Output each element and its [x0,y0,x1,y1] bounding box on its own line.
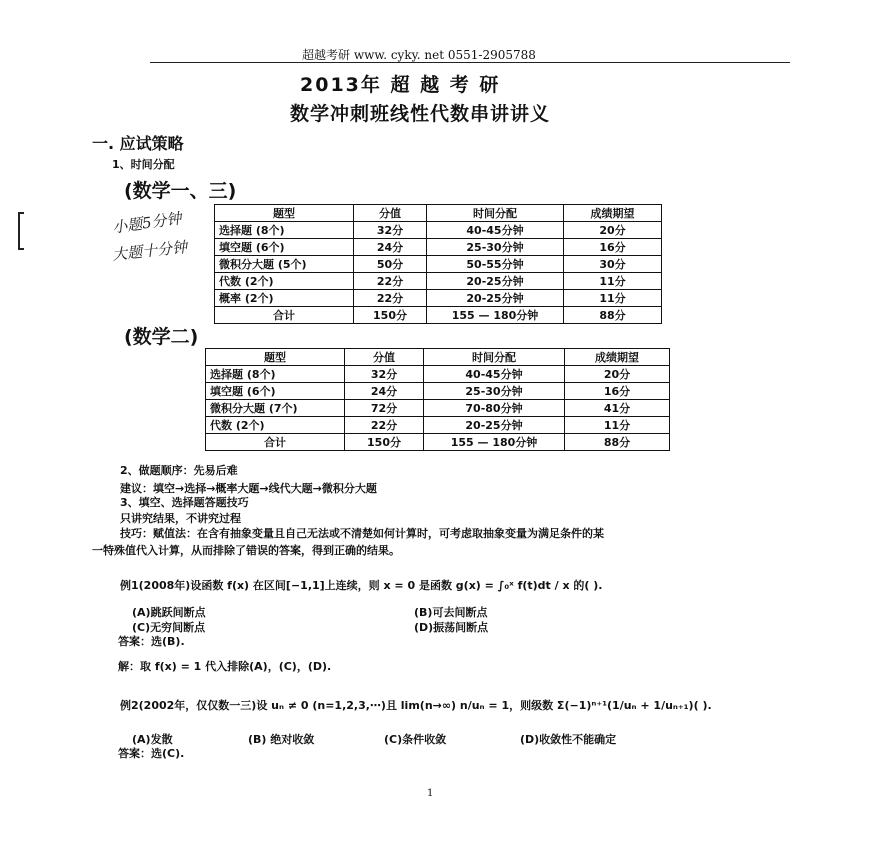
table-cell: 合计 [215,307,354,324]
technique-heading: 3、填空、选择题答题技巧 [120,496,249,509]
technique-text: 技巧：赋值法：在含有抽象变量且自己无法或不清楚如何计算时，可考虑取抽象变量为满足条件的某 [120,527,604,540]
table-cell: 32分 [354,222,427,239]
table-cell: 合计 [206,434,345,451]
table-cell: 填空题 (6个) [206,383,345,400]
table-cell: 24分 [345,383,424,400]
table-total-row [206,434,670,451]
technique-note: 只讲究结果，不讲究过程 [120,512,241,525]
table-row [206,400,670,417]
table-row [215,256,662,273]
example-2-option-b: (B) 绝对收敛 [248,733,315,746]
table-cell: 22分 [345,417,424,434]
table-cell: 32分 [345,366,424,383]
table-row [215,290,662,307]
table-cell: 微积分大题 (7个) [206,400,345,417]
table-cell: 88分 [564,307,662,324]
example-1-stem: 例1(2008年)设函数 f(x) 在区间[−1,1]上连续，则 x = 0 是函数 g(x) = ∫₀ˣ f(t)dt / x 的( ). [120,579,603,592]
table-cell: 50-55分钟 [427,256,564,273]
table-cell: 40-45分钟 [424,366,565,383]
table-row [215,273,662,290]
table-row [206,383,670,400]
table-row [215,222,662,239]
table-cell: 选择题 (8个) [206,366,345,383]
table-cell: 选择题 (8个) [215,222,354,239]
example-1-option-b: (B)可去间断点 [414,606,488,619]
table-cell: 150分 [345,434,424,451]
example-1-answer: 答案：选(B). [118,635,185,648]
table-cell: 20分 [565,366,670,383]
table-cell: 72分 [345,400,424,417]
section-heading: 一. 应试策略 [92,134,184,153]
table-cell: 22分 [354,273,427,290]
column-header: 时间分配 [424,349,565,366]
table-cell: 155 — 180分钟 [424,434,565,451]
table-row [206,417,670,434]
column-header: 成绩期望 [565,349,670,366]
example-1-option-c: (C)无穷间断点 [132,621,206,634]
table-cell: 25-30分钟 [427,239,564,256]
column-header: 分值 [345,349,424,366]
table-cell: 代数 (2个) [206,417,345,434]
table-cell: 30分 [564,256,662,273]
example-2-option-a: (A)发散 [132,733,173,746]
page-header: 超越考研 www. cyky. net 0551-2905788 [302,48,536,62]
table-cell: 微积分大题 (5个) [215,256,354,273]
header-rule [150,62,790,63]
example-2-option-c: (C)条件收敛 [384,733,447,746]
margin-bracket-mark [18,212,24,250]
table-cell: 概率 (2个) [215,290,354,307]
table-cell: 40-45分钟 [427,222,564,239]
example-1-option-d: (D)振荡间断点 [414,621,489,634]
document-title: 2013年 超 越 考 研 [300,74,501,96]
math2-heading: (数学二) [124,326,199,348]
column-header: 成绩期望 [564,205,662,222]
table-cell: 20-25分钟 [427,290,564,307]
table-cell: 22分 [354,290,427,307]
table-header-row [215,205,662,222]
column-header: 时间分配 [427,205,564,222]
math13-table [214,204,662,324]
example-2-answer: 答案：选(C). [118,747,185,760]
table-cell: 填空题 (6个) [215,239,354,256]
table-cell: 155 — 180分钟 [427,307,564,324]
math2-table [205,348,670,451]
handwritten-note: 小题5分钟 [111,209,183,237]
example-2-stem: 例2(2002年，仅仅数一三)设 uₙ ≠ 0 (n=1,2,3,⋯)且 lim(n→∞) n/uₙ = 1，则级数 Σ(−1)ⁿ⁺¹(1/uₙ + 1/uₙ₊₁)( ). [120,699,712,712]
table-row [215,239,662,256]
document-subtitle: 数学冲刺班线性代数串讲讲义 [290,103,551,125]
example-1-option-a: (A)跳跃间断点 [132,606,206,619]
table-cell: 41分 [565,400,670,417]
order-suggestion: 建议：填空→选择→概率大题→线代大题→微积分大题 [120,482,377,495]
subsection-heading: 1、时间分配 [112,158,175,171]
table-cell: 50分 [354,256,427,273]
table-header-row [206,349,670,366]
table-cell: 88分 [565,434,670,451]
column-header: 题型 [206,349,345,366]
table-total-row [215,307,662,324]
order-heading: 2、做题顺序：先易后难 [120,464,238,477]
math13-heading: (数学一、三) [124,180,237,202]
column-header: 分值 [354,205,427,222]
example-2-option-d: (D)收敛性不能确定 [520,733,617,746]
table-cell: 70-80分钟 [424,400,565,417]
table-cell: 20-25分钟 [427,273,564,290]
table-cell: 代数 (2个) [215,273,354,290]
table-cell: 20-25分钟 [424,417,565,434]
table-cell: 11分 [564,290,662,307]
table-row [206,366,670,383]
page-number: 1 [427,788,434,799]
example-1-solution: 解：取 f(x) = 1 代入排除(A)，(C)，(D). [118,660,332,673]
handwritten-note: 大题十分钟 [111,238,188,264]
table-cell: 25-30分钟 [424,383,565,400]
column-header: 题型 [215,205,354,222]
technique-text-continued: 一特殊值代入计算，从而排除了错误的答案，得到正确的结果。 [92,544,400,557]
table-cell: 16分 [565,383,670,400]
table-cell: 11分 [565,417,670,434]
table-cell: 16分 [564,239,662,256]
table-cell: 11分 [564,273,662,290]
table-cell: 150分 [354,307,427,324]
table-cell: 24分 [354,239,427,256]
table-cell: 20分 [564,222,662,239]
